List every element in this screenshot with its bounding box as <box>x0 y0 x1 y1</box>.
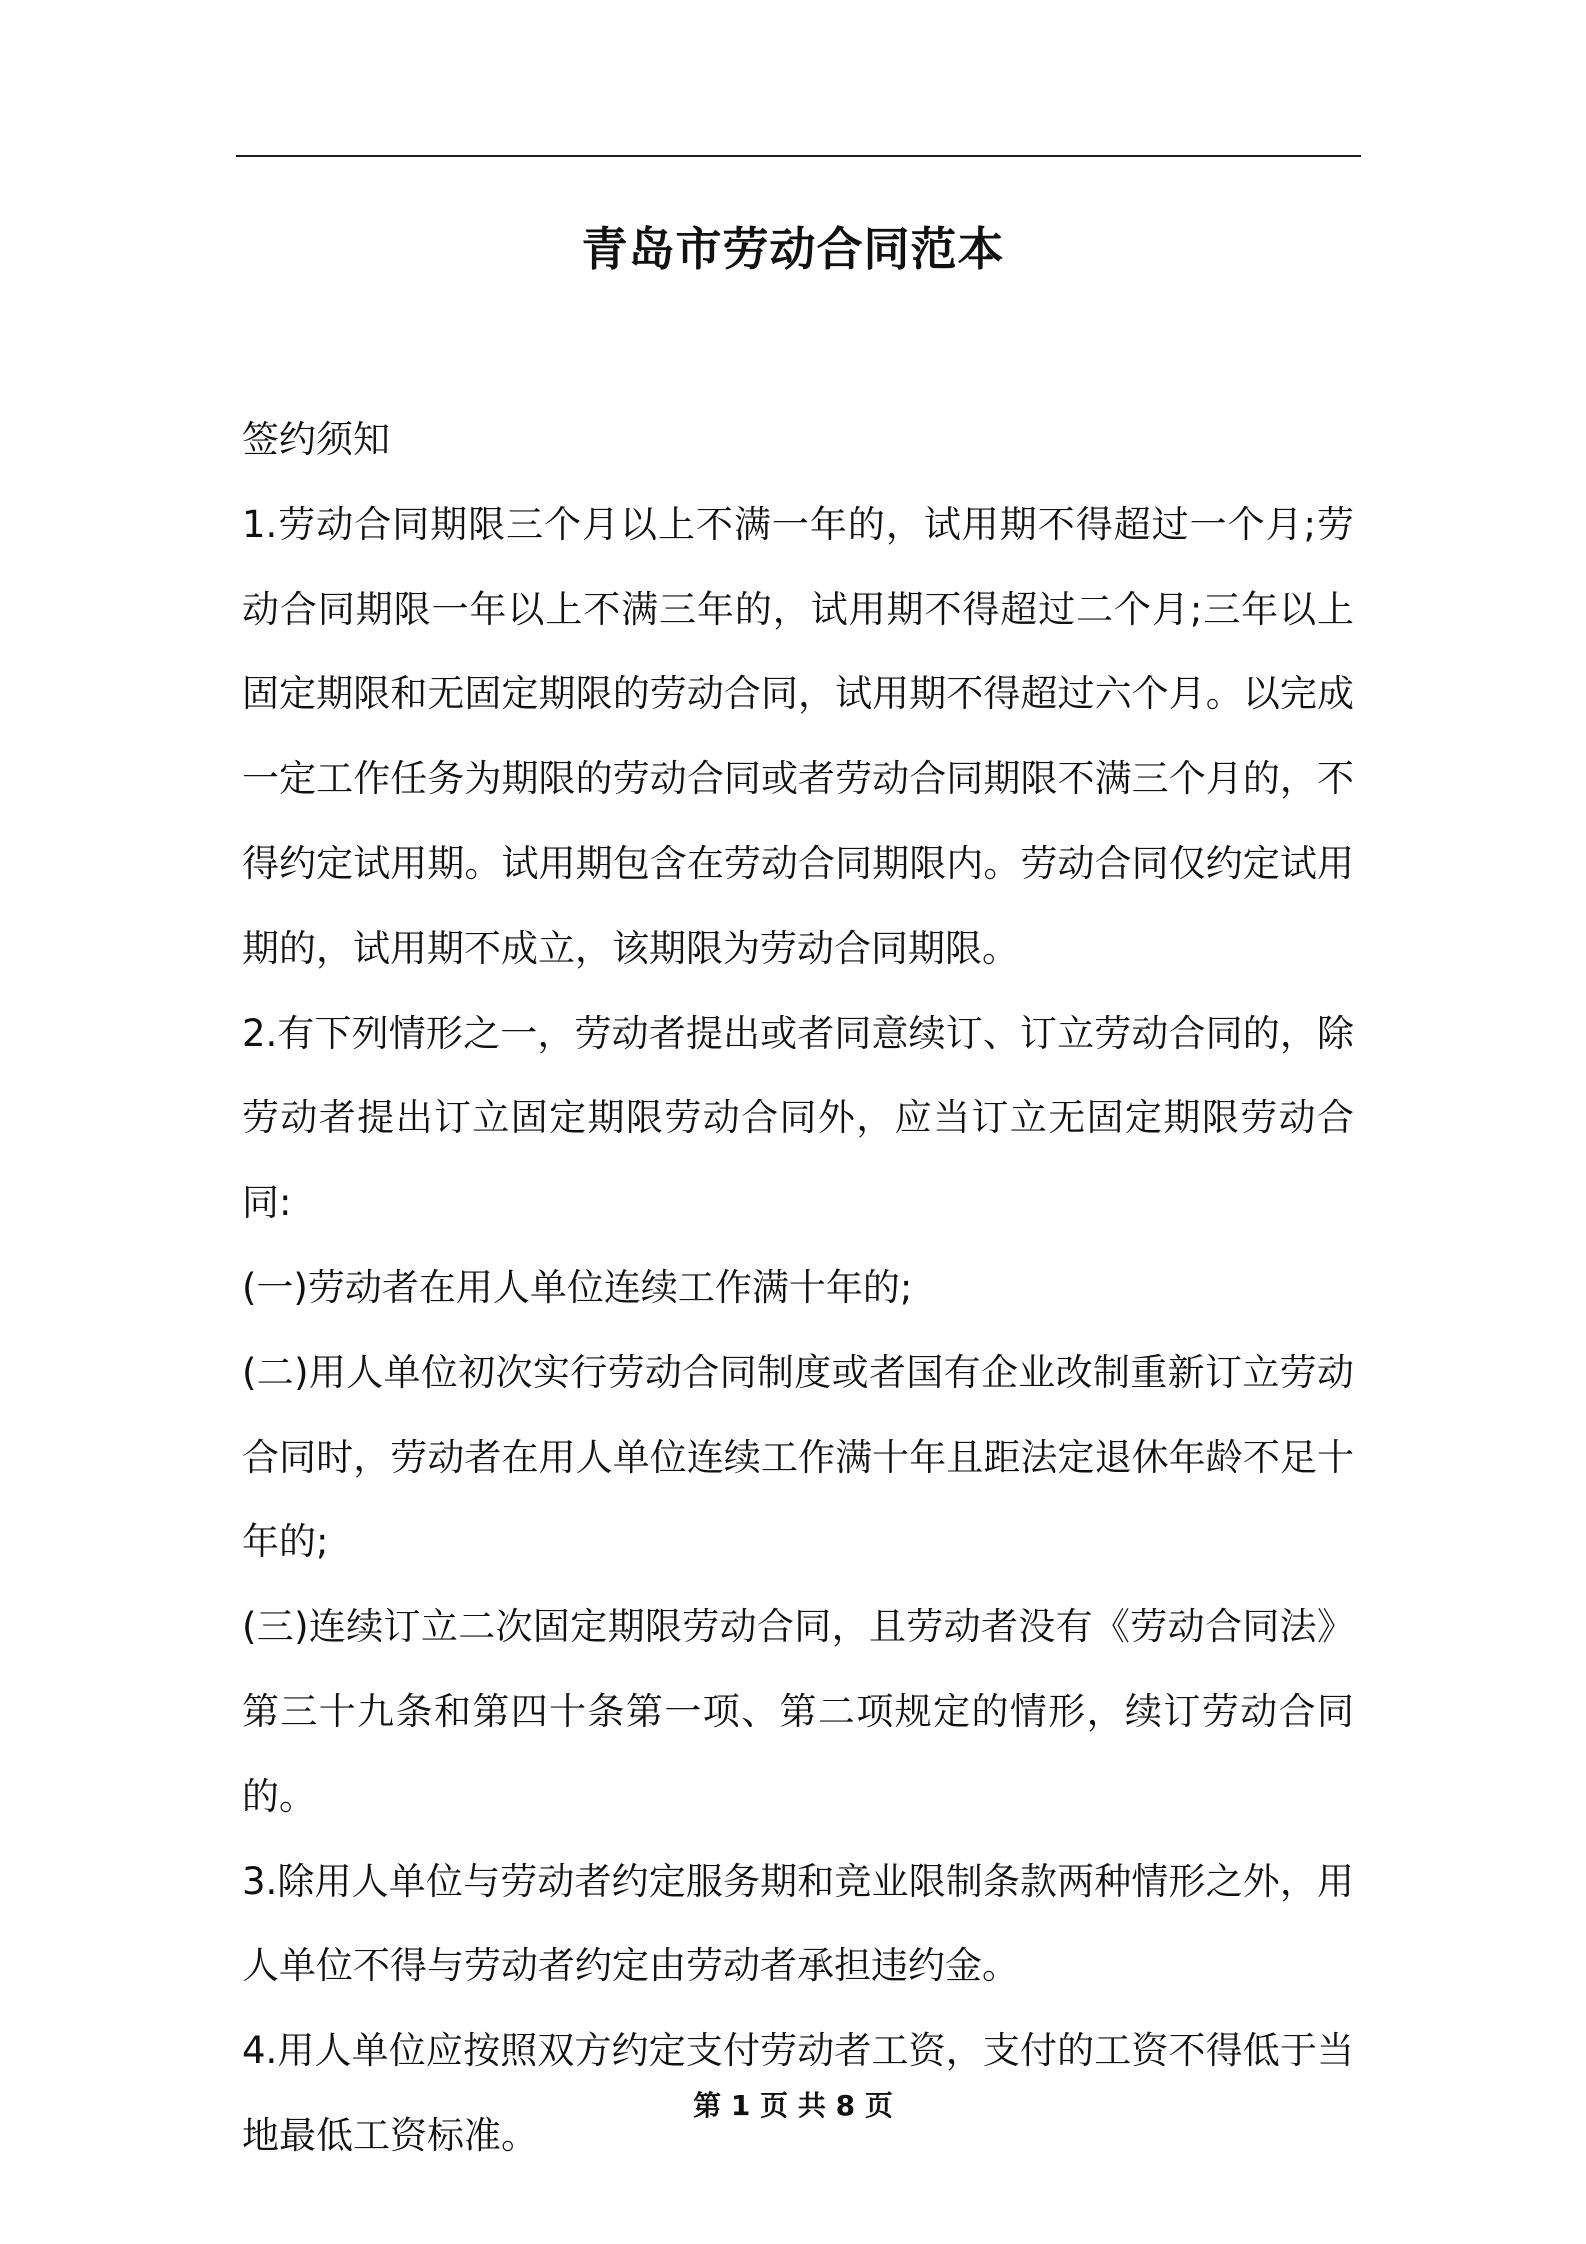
paragraph-1: 1.劳动合同期限三个月以上不满一年的，试用期不得超过一个月;劳动合同期限一年以上不满三年的，试用期不得超过二个月;三年以上固定期限和无固定期限的劳动合同，试用期不得超过六个月。以完成一定工作任务为期限的劳动合同或者劳动合同期限不满三个月的，不得约定试用期。试用期包含在劳动合同期限内。劳动合同仅约定试用期的，试用期不成立，该期限为劳动合同期限。 <box>242 502 1354 970</box>
paragraph-4: 4.用人单位应按照双方约定支付劳动者工资，支付的工资不得低于当地最低工资标准。 <box>242 2029 1354 2157</box>
document-title: 青岛市劳动合同范本 <box>581 222 1005 276</box>
paragraph-2: 2.有下列情形之一，劳动者提出或者同意续订、订立劳动合同的，除劳动者提出订立固定期限劳动合同外，应当订立无固定期限劳动合同: <box>242 1011 1354 1225</box>
page-number: 第 1 页 共 8 页 <box>693 2089 893 2122</box>
header-rule <box>236 155 1361 157</box>
page-footer <box>0 2086 1586 2126</box>
paragraph-3: 3.除用人单位与劳动者约定服务期和竞业限制条款两种情形之外，用人单位不得与劳动者约定由劳动者承担违约金。 <box>242 1859 1354 1988</box>
section-heading: 签约须知 <box>242 418 390 461</box>
document-body <box>242 398 1354 2179</box>
paragraph-2-item-2: (二)用人单位初次实行劳动合同制度或者国有企业改制重新订立劳动合同时，劳动者在用人单位连续工作满十年且距法定退休年龄不足十年的; <box>242 1350 1354 1564</box>
paragraph-2-item-1: (一)劳动者在用人单位连续工作满十年的; <box>242 1265 913 1309</box>
paragraph-2-item-3: (三)连续订立二次固定期限劳动合同，且劳动者没有《劳动合同法》第三十九条和第四十条第一项、第二项规定的情形，续订劳动合同的。 <box>242 1605 1354 1818</box>
